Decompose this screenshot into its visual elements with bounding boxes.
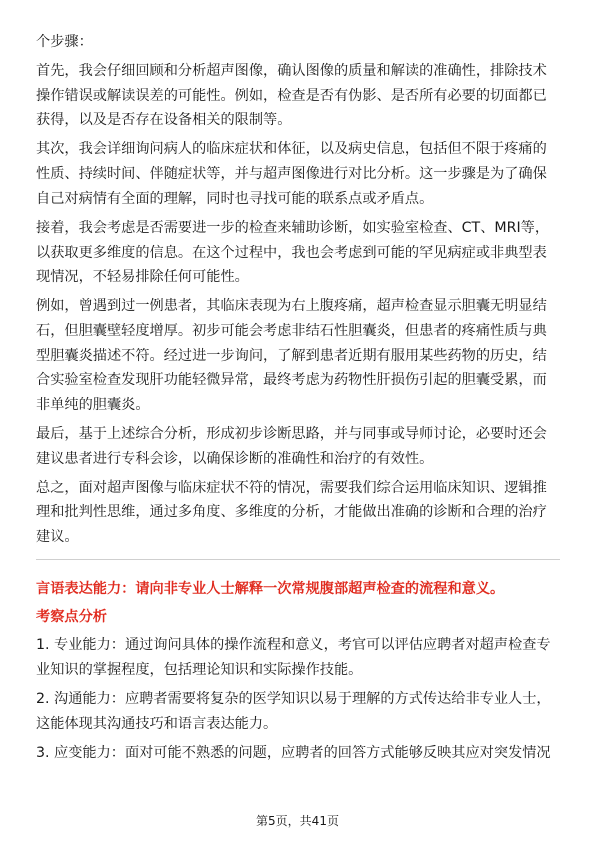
text-line: 型胆囊炎描述不符。经过进一步询问，了解到患者近期有服用某些药物的历史，结 <box>36 347 547 364</box>
analysis-heading: 考察点分析 <box>36 608 107 625</box>
text-line: 合实验室检查发现肝功能轻微异常，最终考虑为药物性肝损伤引起的胆囊受累，而 <box>36 372 547 389</box>
analysis-point-1 <box>36 633 560 682</box>
paragraph-first <box>36 59 560 133</box>
text-line: 获得，以及是否存在设备相关的限制等。 <box>36 112 292 129</box>
text-line: 理和批判性思维，通过多角度、多维度的分析，才能做出准确的诊断和合理的治疗 <box>36 504 547 521</box>
text-line: 石，但胆囊壁轻度增厚。初步可能会考虑非结石性胆囊炎，但患者的疼痛性质与典 <box>36 322 547 339</box>
text-line: 2. 沟通能力：应聘者需要将复杂的医学知识以易于理解的方式传达给非专业人士， <box>36 690 551 707</box>
paragraph-example <box>36 294 560 418</box>
analysis-point-2 <box>36 687 560 736</box>
text-line: 建议。 <box>36 529 79 546</box>
text-line: 总之，面对超声图像与临床症状不符的情况，需要我们综合运用临床知识、逻辑推 <box>36 479 547 496</box>
text-line: 业知识的掌握程度，包括理论知识和实际操作技能。 <box>36 661 363 678</box>
page-number-footer: 第5页，共41页 <box>256 814 339 828</box>
text-line: 性质、持续时间、伴随症状等，并与超声图像进行对比分析。这一步骤是为了确保 <box>36 166 547 183</box>
text-line: 1. 专业能力：通过询问具体的操作流程和意义，考官可以评估应聘者对超声检查专 <box>36 637 551 654</box>
answer-body <box>36 59 560 550</box>
text-line: 3. 应变能力：面对可能不熟悉的问题，应聘者的回答方式能够反映其应对突发情况 <box>36 744 551 761</box>
page-content <box>36 30 560 770</box>
paragraph-finally <box>36 422 560 471</box>
text-line: 现情况，不轻易排除任何可能性。 <box>36 269 249 286</box>
text-line: 以获取更多维度的信息。在这个过程中，我也会考虑到可能的罕见病症或非典型表 <box>36 244 547 261</box>
paragraph-summary <box>36 476 560 550</box>
text-line: 操作错误或解读误差的可能性。例如，检查是否有伪影、是否所有必要的切面都已 <box>36 87 547 104</box>
text-line: 接着，我会考虑是否需要进一步的检查来辅助诊断，如实验室检查、CT、MRI等， <box>36 219 550 236</box>
text-line: 自己对病情有全面的理解，同时也寻找可能的联系点或矛盾点。 <box>36 190 434 207</box>
analysis-points <box>36 633 560 765</box>
text-line: 这能体现其沟通技巧和语言表达能力。 <box>36 715 278 732</box>
text-line: 首先，我会仔细回顾和分析超声图像，确认图像的质量和解读的准确性，排除技术 <box>36 63 547 79</box>
intro-label: 个步骤： <box>36 34 93 50</box>
text-line: 例如，曾遇到过一例患者，其临床表现为右上腹疼痛，超声检查显示胆囊无明显结 <box>36 298 547 315</box>
section-divider <box>36 559 560 560</box>
paragraph-third <box>36 216 560 290</box>
paragraph-second <box>36 137 560 211</box>
text-line: 非单纯的胆囊炎。 <box>36 397 150 414</box>
question-heading: 言语表达能力：请向非专业人士解释一次常规腹部超声检查的流程和意义。 <box>36 580 505 597</box>
text-line: 建议患者进行专科会诊，以确保诊断的准确性和治疗的有效性。 <box>36 450 434 467</box>
text-line: 最后，基于上述综合分析，形成初步诊断思路，并与同事或导师讨论，必要时还会 <box>36 426 547 443</box>
analysis-point-3 <box>36 741 560 766</box>
text-line: 其次，我会详细询问病人的临床症状和体征，以及病史信息，包括但不限于疼痛的 <box>36 141 547 158</box>
